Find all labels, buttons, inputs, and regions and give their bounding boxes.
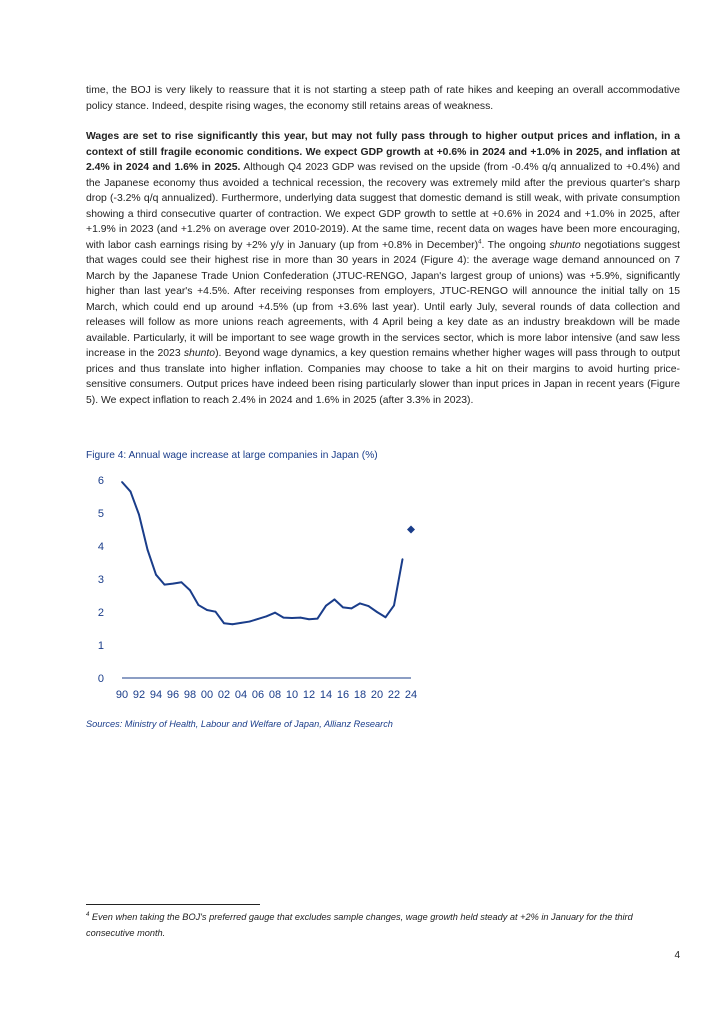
wages-text-part2: . The ongoing <box>481 239 550 251</box>
series-point <box>376 611 378 613</box>
series-point <box>274 612 276 614</box>
footnote-reference[interactable]: 4 <box>478 239 482 246</box>
series-point <box>402 558 404 560</box>
x-tick-label: 08 <box>268 689 282 701</box>
figure-title: Figure 4: Annual wage increase at large companies in Japan (%) <box>86 450 378 461</box>
y-tick-label: 1 <box>97 640 104 652</box>
estimate-2024-marker <box>407 526 415 534</box>
y-tick-label: 0 <box>97 673 104 685</box>
x-axis-ticks <box>116 689 417 701</box>
y-tick-label: 6 <box>97 475 104 487</box>
intro-paragraph-text: time, the BOJ is very likely to reassure that it is not starting a steep path of rate hikes and keeping an overall accommodative policy stance. Indeed, despite rising wages, the economy still retains areas of weakness. <box>86 85 680 112</box>
x-tick-label: 98 <box>183 689 197 701</box>
footnote-divider <box>86 904 260 905</box>
series-point <box>385 616 387 618</box>
series-point <box>368 605 370 607</box>
x-tick-label: 20 <box>370 689 384 701</box>
wages-lead-sentence: Wages are set to rise significantly this year, but may not fully pass through to higher output prices and inflation, in a context of still fragile economic conditions. We expect GDP growth at +0.6% in 2024 and +1.0% in 2025, and inflation at 2.4% in 2024 and 1.6% in 2025. <box>86 131 680 173</box>
footnote-text: Even when taking the BOJ's preferred gauge that excludes sample changes, wage growth held steady at +2% in January for the third consecutive month. <box>86 912 633 938</box>
x-tick-label: 12 <box>302 689 316 701</box>
wages-text-part1: Although Q4 2023 GDP was revised on the upside (from -0.4% q/q annualized to +0.4%) and the Japanese economy thus avoided a technical recession, the recovery was extremely mild after the previous quarter's sharp drop (-3.2% q/q annualized). Furthermore, underlying data suggest that domestic demand is still weak, with private consumption showing a third consecutive quarter of contraction. We expect GDP growth to settle at +0.6% in 2024 and +1.0% in 2025, after +1.9% in 2023 (and +1.2% on average over 2010-2019). At the same time, recent data on wages have been more encouraging, with labor cash earnings rising by +2% y/y in January (up from +0.8% in December) <box>86 162 680 251</box>
series-point <box>283 617 285 619</box>
series-point <box>138 514 140 516</box>
series-point <box>291 617 293 619</box>
series-point <box>300 617 302 619</box>
x-tick-label: 14 <box>319 689 333 701</box>
series-point <box>359 603 361 605</box>
y-axis-ticks <box>98 475 104 685</box>
series-point <box>198 604 200 606</box>
y-tick-label: 4 <box>97 541 104 553</box>
series-point <box>189 589 191 591</box>
series-point <box>240 622 242 624</box>
y-tick-label: 5 <box>97 508 104 520</box>
x-tick-label: 18 <box>353 689 367 701</box>
series-point <box>121 481 123 483</box>
series-point <box>223 622 225 624</box>
series-point <box>130 491 132 493</box>
series-point <box>257 618 259 620</box>
footnote-number: 4 <box>86 911 90 918</box>
wage-increase-chart <box>86 464 426 704</box>
x-tick-label: 94 <box>149 689 163 701</box>
x-tick-label: 06 <box>251 689 265 701</box>
x-tick-label: 90 <box>115 689 129 701</box>
shunto-term: shunto <box>549 239 581 251</box>
y-tick-label: 2 <box>97 607 104 619</box>
x-tick-label: 16 <box>336 689 350 701</box>
x-tick-label: 02 <box>217 689 231 701</box>
series-point <box>266 615 268 617</box>
series-point <box>334 599 336 601</box>
x-tick-label: 22 <box>387 689 401 701</box>
series-point <box>308 618 310 620</box>
series-point <box>206 609 208 611</box>
x-tick-label: 96 <box>166 689 180 701</box>
wages-text-part3: negotiations suggest that wages could see their highest rise in more than 30 years in 2024 (Figure 4): the average wage demand announced on 7 March by the Japanese Trade Union Confederation (JTUC-RENGO, Japan's largest group of unions) was +5.9%, significantly higher than last year's +4.5%. After receiving responses from employers, JTUC-RENGO will announce the initial tally on 15 March, which could end up around +4.5% (up from +3.6% last year). Until early July, several rounds of data collection and releases will follow as more unions reach agreements, with 4 April being a key date as an industry breakdown will be made available. Particularly, it will be important to see wage growth in the services sector, which is more labor intensive (and saw less increase in the 2023 <box>86 239 680 359</box>
series-point <box>155 574 157 576</box>
x-tick-label: 92 <box>132 689 146 701</box>
series-point <box>164 584 166 586</box>
wages-text-part4: ). Beyond wage dynamics, a key question remains whether higher wages will pass through to output prices and thus translate into higher inflation. Companies may choose to take a hit on their margins to avoid hurting price-sensitive consumers. Output prices have indeed been rising particularly slower than input prices in Japan in recent years (Figure 5). We expect inflation to reach 2.4% in 2024 and 1.6% in 2025 (after 3.3% in 2023). <box>86 348 680 406</box>
y-tick-label: 3 <box>97 574 104 586</box>
series-point <box>351 607 353 609</box>
footnote <box>86 910 680 941</box>
page-number: 4 <box>674 950 680 961</box>
series-point <box>215 611 217 613</box>
series-point <box>147 549 149 551</box>
intro-paragraph <box>86 83 680 114</box>
series-point <box>393 605 395 607</box>
wages-paragraph <box>86 129 680 408</box>
x-tick-label: 10 <box>285 689 299 701</box>
series-point <box>172 583 174 585</box>
figure-source: Sources: Ministry of Health, Labour and Welfare of Japan, Allianz Research <box>86 719 393 729</box>
series-point <box>325 605 327 607</box>
series-point <box>232 623 234 625</box>
x-tick-label: 04 <box>234 689 248 701</box>
series-point <box>317 618 319 620</box>
x-tick-label: 24 <box>404 689 418 701</box>
series-point <box>249 621 251 623</box>
x-tick-label: 00 <box>200 689 214 701</box>
series-point <box>181 581 183 583</box>
shunto-term: shunto <box>183 348 216 359</box>
series-point <box>342 606 344 608</box>
